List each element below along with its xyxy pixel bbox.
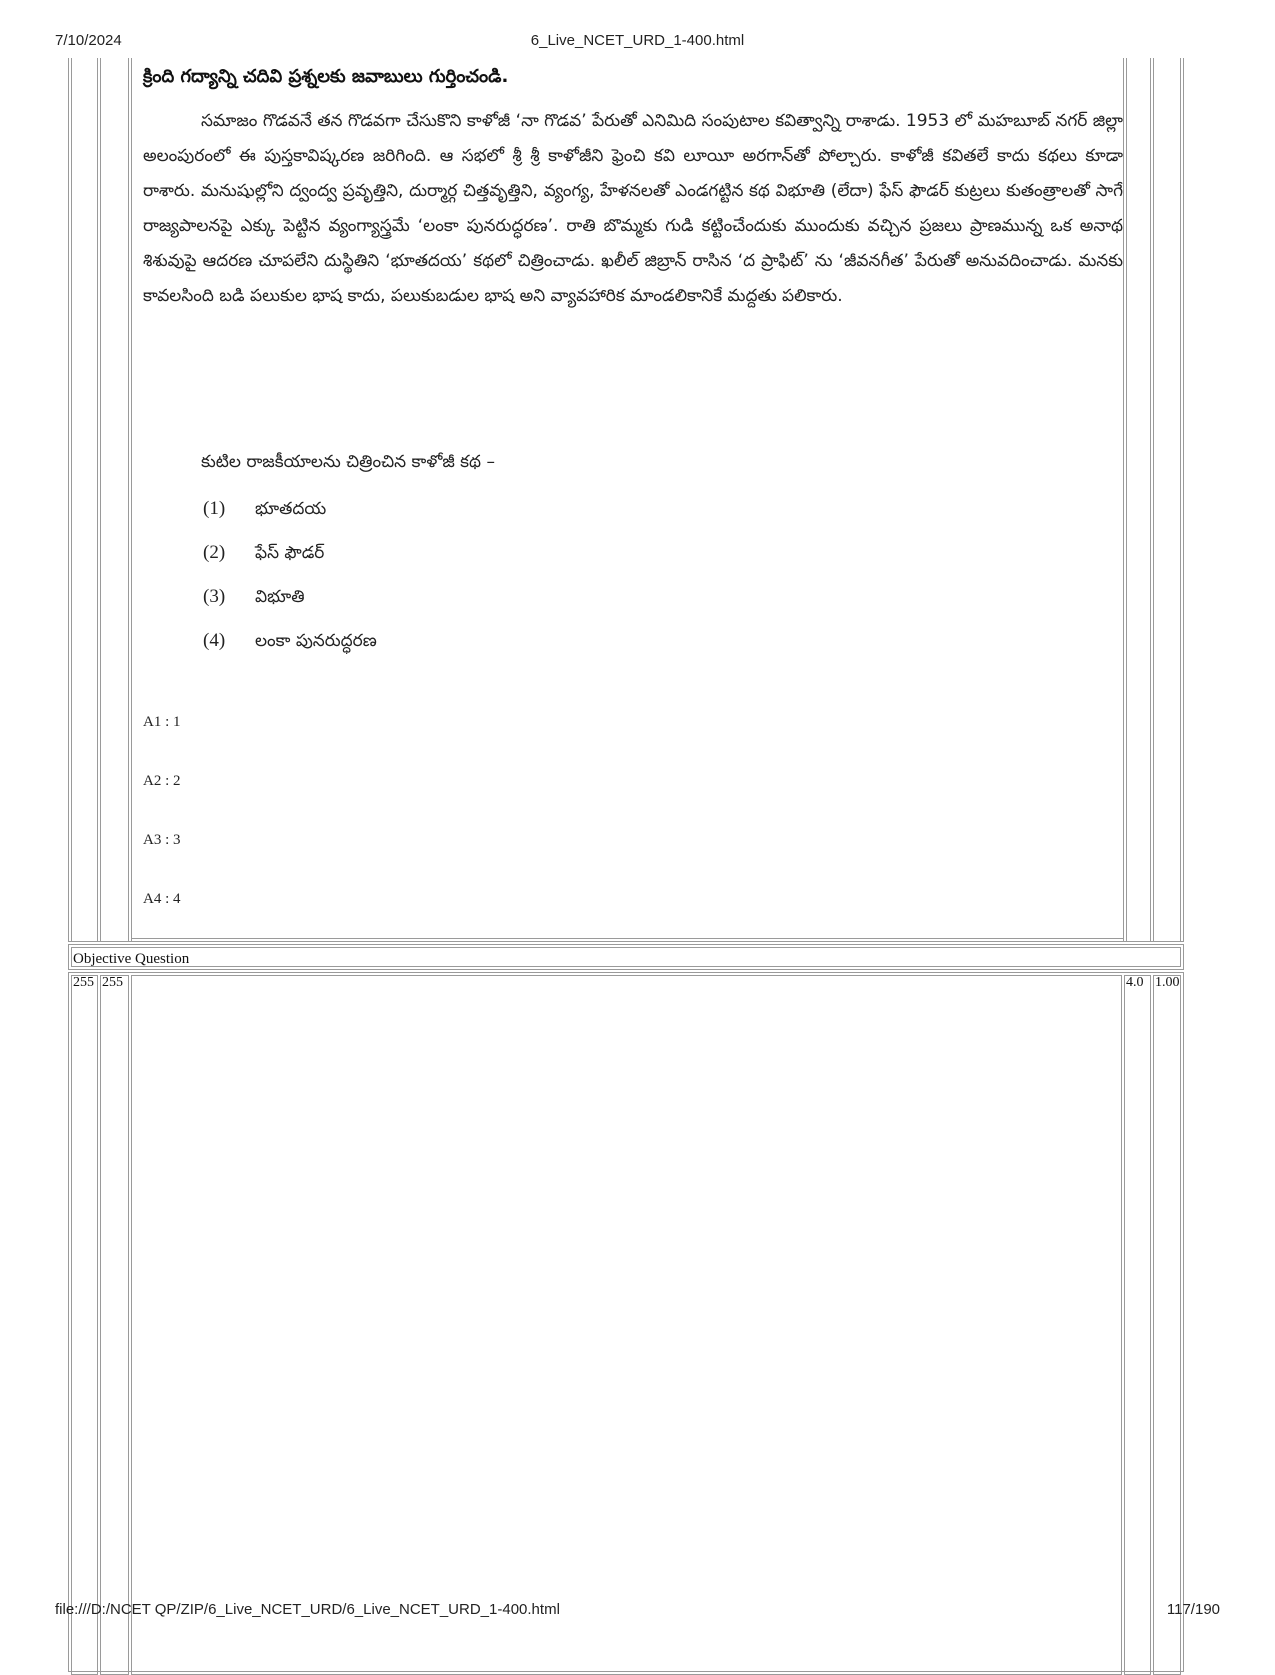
serial-number-cell: 255	[73, 975, 94, 990]
option-2	[203, 542, 324, 567]
option-3	[203, 586, 305, 611]
option-text: లంకా పునరుద్ధరణ	[255, 631, 377, 651]
option-text: విభూతి	[255, 587, 305, 607]
print-date: 7/10/2024	[55, 32, 122, 49]
marks-cell: 4.0	[1126, 975, 1144, 990]
answer-key-4: A4 : 4	[143, 891, 181, 907]
option-text: ఫేస్ ఫౌడర్	[255, 543, 325, 563]
option-number: (2)	[203, 542, 226, 563]
option-4	[203, 630, 377, 655]
option-text: భూతదయ	[255, 499, 327, 519]
question-stem: కుటిల రాజకీయాలను చిత్రించిన కాళోజీ కథ –	[201, 452, 495, 472]
reading-passage: సమాజం గొడవనే తన గొడవగా చేసుకొని కాళోజీ ‘నా గొడవ’ పేరుతో ఎనిమిది సంపుటాల కవిత్వాన్ని రాశాడు. 1953 లో మహబూబ్ నగర్ జిల్లా అలంపురంలో ఈ పుస్తకావిష్కరణ జరిగింది. ఆ సభలో శ్రీ శ్రీ కాళోజీని ఫ్రెంచి కవి లూయీ అరగాన్‌తో పోల్చారు. కాళోజీ కవితలే కాదు కథలు కూడా రాశారు. మనుషుల్లోని ద్వంద్వ ప్రవృత్తిని, దుర్మార్గ చిత్తవృత్తిని, వ్యంగ్య, హేళనలతో ఎండగట్టిన కథ విభూతి (లేదా) ఫేస్ ఫౌడర్ కుట్రలు కుతంత్రాలతో సాగే రాజ్యపాలనపై ఎక్కు పెట్టిన వ్యంగ్యాస్త్రమే ‘లంకా పునరుద్ధరణ’. రాతి బొమ్మకు గుడి కట్టించేందుకు ముందుకు వచ్చిన ప్రజలు ప్రాణమున్న ఒక అనాథ శిశువుపై ఆదరణ చూపలేని దుస్థితిని ‘భూతదయ’ కథలో చిత్రించాడు. ఖలీల్ జిబ్రాన్ రాసిన ‘ద ప్రాఫిట్’ ను ‘జీవనగీత’ పేరుతో అనువదించాడు. మనకు కావలసింది బడి పలుకుల భాష కాదు, పలుకుబడుల భాష అని వ్యావహారిక మాండలికానికే మద్దతు పలికారు.	[143, 111, 1123, 306]
negative-marks-cell: 1.00	[1155, 975, 1180, 990]
option-number: (1)	[203, 498, 226, 519]
answer-key-2: A2 : 2	[143, 773, 181, 789]
document-title: 6_Live_NCET_URD_1-400.html	[530, 32, 745, 49]
question-type-label: Objective Question	[73, 951, 190, 967]
question-id-cell: 255	[102, 975, 123, 990]
option-number: (4)	[203, 630, 226, 651]
answer-key-3: A3 : 3	[143, 832, 181, 848]
question-instruction: క్రింది గద్యాన్ని చదివి ప్రశ్నలకు జవాబులు గుర్తించండి.	[143, 66, 509, 87]
option-number: (3)	[203, 586, 226, 607]
answer-key-1: A1 : 1	[143, 714, 181, 730]
page-number: 117/190	[1166, 1601, 1220, 1618]
option-1	[203, 498, 326, 523]
file-path: file:///D:/NCET QP/ZIP/6_Live_NCET_URD/6_Live_NCET_URD_1-400.html	[55, 1601, 560, 1618]
